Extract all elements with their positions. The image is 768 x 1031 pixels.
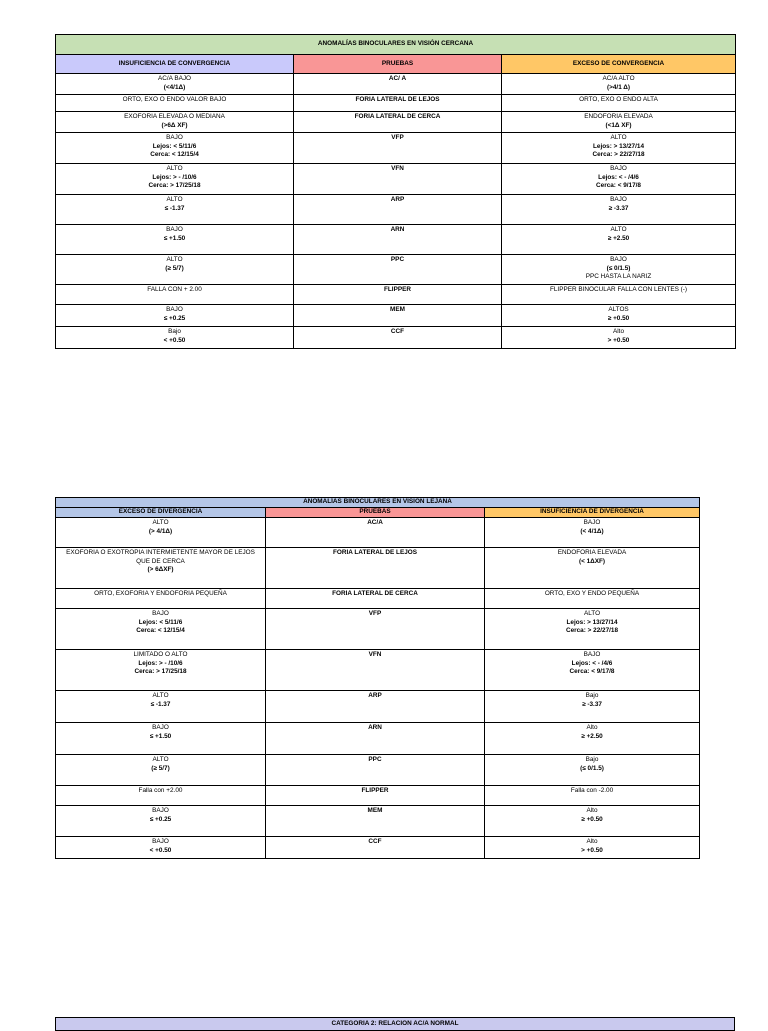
criteria-line: Cerca: > 17/25/18 xyxy=(148,182,201,190)
criteria-line: BAJO xyxy=(152,838,169,845)
test-name-cell: FORIA LATERAL DE LEJOS xyxy=(294,95,502,112)
table-row xyxy=(56,650,700,691)
header-insuficiencia-convergencia: INSUFICIENCIA DE CONVERGENCIA xyxy=(56,55,294,74)
left-criteria-cell xyxy=(56,95,294,112)
criteria-line: (< 4/1Δ) xyxy=(580,527,604,535)
criteria-line: (<4/1Δ) xyxy=(163,83,186,91)
criteria-line: AC/A ALTO xyxy=(602,75,635,82)
criteria-line: Cerca: > 22/27/18 xyxy=(565,627,619,635)
criteria-line: LIMITADO O ALTO xyxy=(133,651,188,658)
table-row xyxy=(56,589,700,609)
criteria-line: (<1Δ XF) xyxy=(605,121,632,129)
criteria-line: ENDOFORIA ELEVADA xyxy=(557,549,627,556)
table-row xyxy=(56,164,736,195)
criteria-line: (< 1ΔXF) xyxy=(578,557,606,565)
criteria-line: PPC HASTA LA NARIZ xyxy=(585,273,652,281)
test-name-cell: AC/A xyxy=(266,518,485,548)
criteria-line: Falla con +2.00 xyxy=(138,787,183,794)
table-row xyxy=(56,691,700,723)
table-row xyxy=(56,518,700,548)
right-criteria-cell xyxy=(502,285,736,305)
criteria-line: ORTO, EXO Y ENDO PEQUEÑA xyxy=(544,590,640,597)
table-row xyxy=(56,255,736,285)
left-criteria-cell xyxy=(56,548,266,589)
left-criteria-cell xyxy=(56,285,294,305)
table-row xyxy=(56,837,700,859)
criteria-line: Cerca: > 17/25/18 xyxy=(134,668,187,676)
criteria-line: ≤ -1.37 xyxy=(164,204,185,212)
table-row xyxy=(56,548,700,589)
criteria-line: Bajo xyxy=(585,692,599,699)
right-criteria-cell xyxy=(485,755,700,786)
table-row xyxy=(56,755,700,786)
right-criteria-cell xyxy=(485,806,700,837)
right-criteria-cell xyxy=(485,723,700,755)
near-vision-title: ANOMALÍAS BINOCULARES EN VISIÓN CERCANA xyxy=(56,35,736,55)
criteria-line: ≤ -1.37 xyxy=(150,700,171,708)
criteria-line: FALLA CON + 2.00 xyxy=(147,286,202,293)
criteria-line: BAJO xyxy=(610,256,627,263)
criteria-line: FLIPPER BINOCULAR FALLA CON LENTES (-) xyxy=(549,286,688,293)
criteria-line: (>6Δ XF) xyxy=(161,121,188,129)
criteria-line: ≤ +1.50 xyxy=(149,732,172,740)
criteria-line: ALTOS xyxy=(608,306,629,313)
criteria-line: Lejos: < - /4/6 xyxy=(571,659,613,667)
far-vision-title: ANOMALÍAS BINOCULARES EN VISIÓN LEJANA xyxy=(56,498,700,508)
test-name-cell: VFP xyxy=(294,133,502,164)
test-name-cell: MEM xyxy=(294,305,502,327)
criteria-line: ALTO xyxy=(166,256,183,263)
criteria-line: Falla con -2.00 xyxy=(570,787,614,794)
test-name-cell: ARN xyxy=(294,225,502,255)
table-row xyxy=(56,285,736,305)
right-criteria-cell xyxy=(502,112,736,133)
test-name-cell: FORIA LATERAL DE CERCA xyxy=(294,112,502,133)
criteria-line: BAJO xyxy=(583,651,601,658)
criteria-line: Lejos: < 5/11/6 xyxy=(138,618,183,626)
criteria-line: Alto xyxy=(586,807,598,814)
criteria-line: (>4/1 Δ) xyxy=(607,83,631,91)
left-criteria-cell xyxy=(56,650,266,691)
criteria-line: ORTO, EXO O ENDO VALOR BAJO xyxy=(122,96,227,103)
criteria-line: Cerca: < 9/17/8 xyxy=(569,668,615,676)
test-name-cell: VFN xyxy=(266,650,485,691)
criteria-line: Cerca: > 22/27/18 xyxy=(592,151,645,159)
left-criteria-cell xyxy=(56,589,266,609)
criteria-line: EXOFORIA ELEVADA O MEDIANA xyxy=(124,113,225,120)
test-name-cell: VFN xyxy=(294,164,502,195)
criteria-line: ≥ +2.50 xyxy=(581,732,603,740)
criteria-line: (≥ 5/7) xyxy=(165,264,184,272)
criteria-line: Lejos: > 13/27/14 xyxy=(593,142,644,150)
test-name-cell: PPC xyxy=(266,755,485,786)
left-criteria-cell xyxy=(56,225,294,255)
left-criteria-cell xyxy=(56,327,294,349)
header-exceso-divergencia: EXCESO DE DIVERGENCIA xyxy=(56,508,266,518)
criteria-line: Lejos: > 13/27/14 xyxy=(566,618,618,626)
criteria-line: < +0.50 xyxy=(149,846,172,854)
criteria-line: (≤ 0/1.5) xyxy=(606,264,631,272)
header-pruebas: PRUEBAS xyxy=(294,55,502,74)
left-criteria-cell xyxy=(56,255,294,285)
criteria-line: ALTO xyxy=(610,134,627,141)
right-criteria-cell xyxy=(485,589,700,609)
criteria-line: < +0.50 xyxy=(163,336,186,344)
test-name-cell: CCF xyxy=(266,837,485,859)
criteria-line: ALTO xyxy=(166,165,183,172)
right-criteria-cell xyxy=(502,327,736,349)
table-row xyxy=(56,609,700,650)
criteria-line: ALTO xyxy=(152,519,169,526)
test-name-cell: FORIA LATERAL DE CERCA xyxy=(266,589,485,609)
table-row xyxy=(56,786,700,806)
right-criteria-cell xyxy=(502,225,736,255)
criteria-line: BAJO xyxy=(166,306,183,313)
criteria-line: BAJO xyxy=(583,519,601,526)
right-criteria-cell xyxy=(502,133,736,164)
test-name-cell: ARP xyxy=(266,691,485,723)
criteria-line: Bajo xyxy=(168,328,181,335)
left-criteria-cell xyxy=(56,755,266,786)
criteria-line: ≥ +2.50 xyxy=(607,234,630,242)
far-vision-table xyxy=(55,497,700,859)
left-criteria-cell xyxy=(56,195,294,225)
table-row xyxy=(56,723,700,755)
criteria-line: ORTO, EXOFORIA Y ENDOFORIA PEQUEÑA xyxy=(94,590,227,597)
criteria-line: ORTO, EXO O ENDO ALTA xyxy=(579,96,658,103)
criteria-line: BAJO xyxy=(152,610,169,617)
criteria-line: BAJO xyxy=(152,807,169,814)
left-criteria-cell xyxy=(56,609,266,650)
left-criteria-cell xyxy=(56,133,294,164)
left-criteria-cell xyxy=(56,786,266,806)
left-criteria-cell xyxy=(56,806,266,837)
table-row xyxy=(56,305,736,327)
criteria-line: ALTO xyxy=(166,196,183,203)
criteria-line: Lejos: > - /10/6 xyxy=(152,173,197,181)
criteria-line: ≤ +0.25 xyxy=(149,815,172,823)
test-name-cell: FLIPPER xyxy=(266,786,485,806)
criteria-line: BAJO xyxy=(166,134,183,141)
table-row xyxy=(56,74,736,95)
right-criteria-cell xyxy=(502,95,736,112)
criteria-line: Alto xyxy=(586,724,598,731)
table-row xyxy=(56,806,700,837)
left-criteria-cell xyxy=(56,305,294,327)
category-2-title: CATEGORIA 2: RELACION AC/A NORMAL xyxy=(56,1018,735,1031)
criteria-line: ≤ +0.25 xyxy=(163,314,186,322)
criteria-line: Bajo xyxy=(585,756,599,763)
category-2-table xyxy=(55,1017,735,1031)
criteria-line: ≥ -3.37 xyxy=(582,700,602,708)
header-insuficiencia-divergencia: INSUFICIENCIA DE DIVERGENCIA xyxy=(485,508,700,518)
test-name-cell: FLIPPER xyxy=(294,285,502,305)
table-row xyxy=(56,95,736,112)
test-name-cell: FORIA LATERAL DE LEJOS xyxy=(266,548,485,589)
criteria-line: BAJO xyxy=(166,226,183,233)
test-name-cell: MEM xyxy=(266,806,485,837)
criteria-line: Alto xyxy=(613,328,625,335)
criteria-line: Alto xyxy=(586,838,598,845)
right-criteria-cell xyxy=(485,691,700,723)
left-criteria-cell xyxy=(56,164,294,195)
criteria-line: AC/A BAJO xyxy=(157,75,192,82)
criteria-line: Cerca: < 12/15/4 xyxy=(136,627,185,635)
left-criteria-cell xyxy=(56,112,294,133)
criteria-line: (> 4/1Δ) xyxy=(148,527,173,535)
left-criteria-cell xyxy=(56,518,266,548)
criteria-line: ALTO xyxy=(583,610,601,617)
right-criteria-cell xyxy=(502,164,736,195)
header-exceso-convergencia: EXCESO DE CONVERGENCIA xyxy=(502,55,736,74)
criteria-line: (> 6ΔXF) xyxy=(147,566,174,574)
criteria-line: ALTO xyxy=(152,692,169,699)
test-name-cell: PPC xyxy=(294,255,502,285)
near-vision-table xyxy=(55,34,736,349)
right-criteria-cell xyxy=(485,650,700,691)
criteria-line: ALTO xyxy=(152,756,169,763)
right-criteria-cell xyxy=(485,837,700,859)
criteria-line: BAJO xyxy=(610,196,627,203)
table-row xyxy=(56,133,736,164)
test-name-cell: ARN xyxy=(266,723,485,755)
criteria-line: ≤ +1.50 xyxy=(163,234,186,242)
right-criteria-cell xyxy=(502,74,736,95)
criteria-line: ≥ +0.50 xyxy=(607,314,630,322)
right-criteria-cell xyxy=(502,195,736,225)
table-row xyxy=(56,327,736,349)
right-criteria-cell xyxy=(502,255,736,285)
right-criteria-cell xyxy=(485,518,700,548)
test-name-cell: ARP xyxy=(294,195,502,225)
header-pruebas: PRUEBAS xyxy=(266,508,485,518)
right-criteria-cell xyxy=(485,786,700,806)
test-name-cell: CCF xyxy=(294,327,502,349)
criteria-line: EXOFORIA O EXOTROPIA INTERMIETENTE MAYOR DE LEJOS QUE DE CERCA xyxy=(66,549,255,565)
left-criteria-cell xyxy=(56,723,266,755)
criteria-line: ≥ -3.37 xyxy=(608,204,629,212)
criteria-line: BAJO xyxy=(610,165,627,172)
left-criteria-cell xyxy=(56,837,266,859)
right-criteria-cell xyxy=(502,305,736,327)
criteria-line: Lejos: > - /10/6 xyxy=(138,659,183,667)
criteria-line: (≤ 0/1.5) xyxy=(580,764,604,772)
criteria-line: Lejos: < 5/11/6 xyxy=(152,142,197,150)
criteria-line: Cerca: < 12/15/4 xyxy=(150,151,199,159)
criteria-line: ALTO xyxy=(610,226,627,233)
left-criteria-cell xyxy=(56,691,266,723)
criteria-line: Lejos: < - /4/6 xyxy=(598,173,639,181)
right-criteria-cell xyxy=(485,548,700,589)
left-criteria-cell xyxy=(56,74,294,95)
criteria-line: ≥ +0.50 xyxy=(581,815,603,823)
test-name-cell: VFP xyxy=(266,609,485,650)
right-criteria-cell xyxy=(485,609,700,650)
criteria-line: > +0.50 xyxy=(607,336,630,344)
table-row xyxy=(56,225,736,255)
criteria-line: Cerca: < 9/17/8 xyxy=(596,182,641,190)
test-name-cell: AC/ A xyxy=(294,74,502,95)
criteria-line: > +0.50 xyxy=(581,846,603,854)
table-row xyxy=(56,112,736,133)
criteria-line: ENDOFORIA ELEVADA xyxy=(584,113,653,120)
criteria-line: BAJO xyxy=(152,724,169,731)
criteria-line: (≥ 5/7) xyxy=(151,764,170,772)
table-row xyxy=(56,195,736,225)
